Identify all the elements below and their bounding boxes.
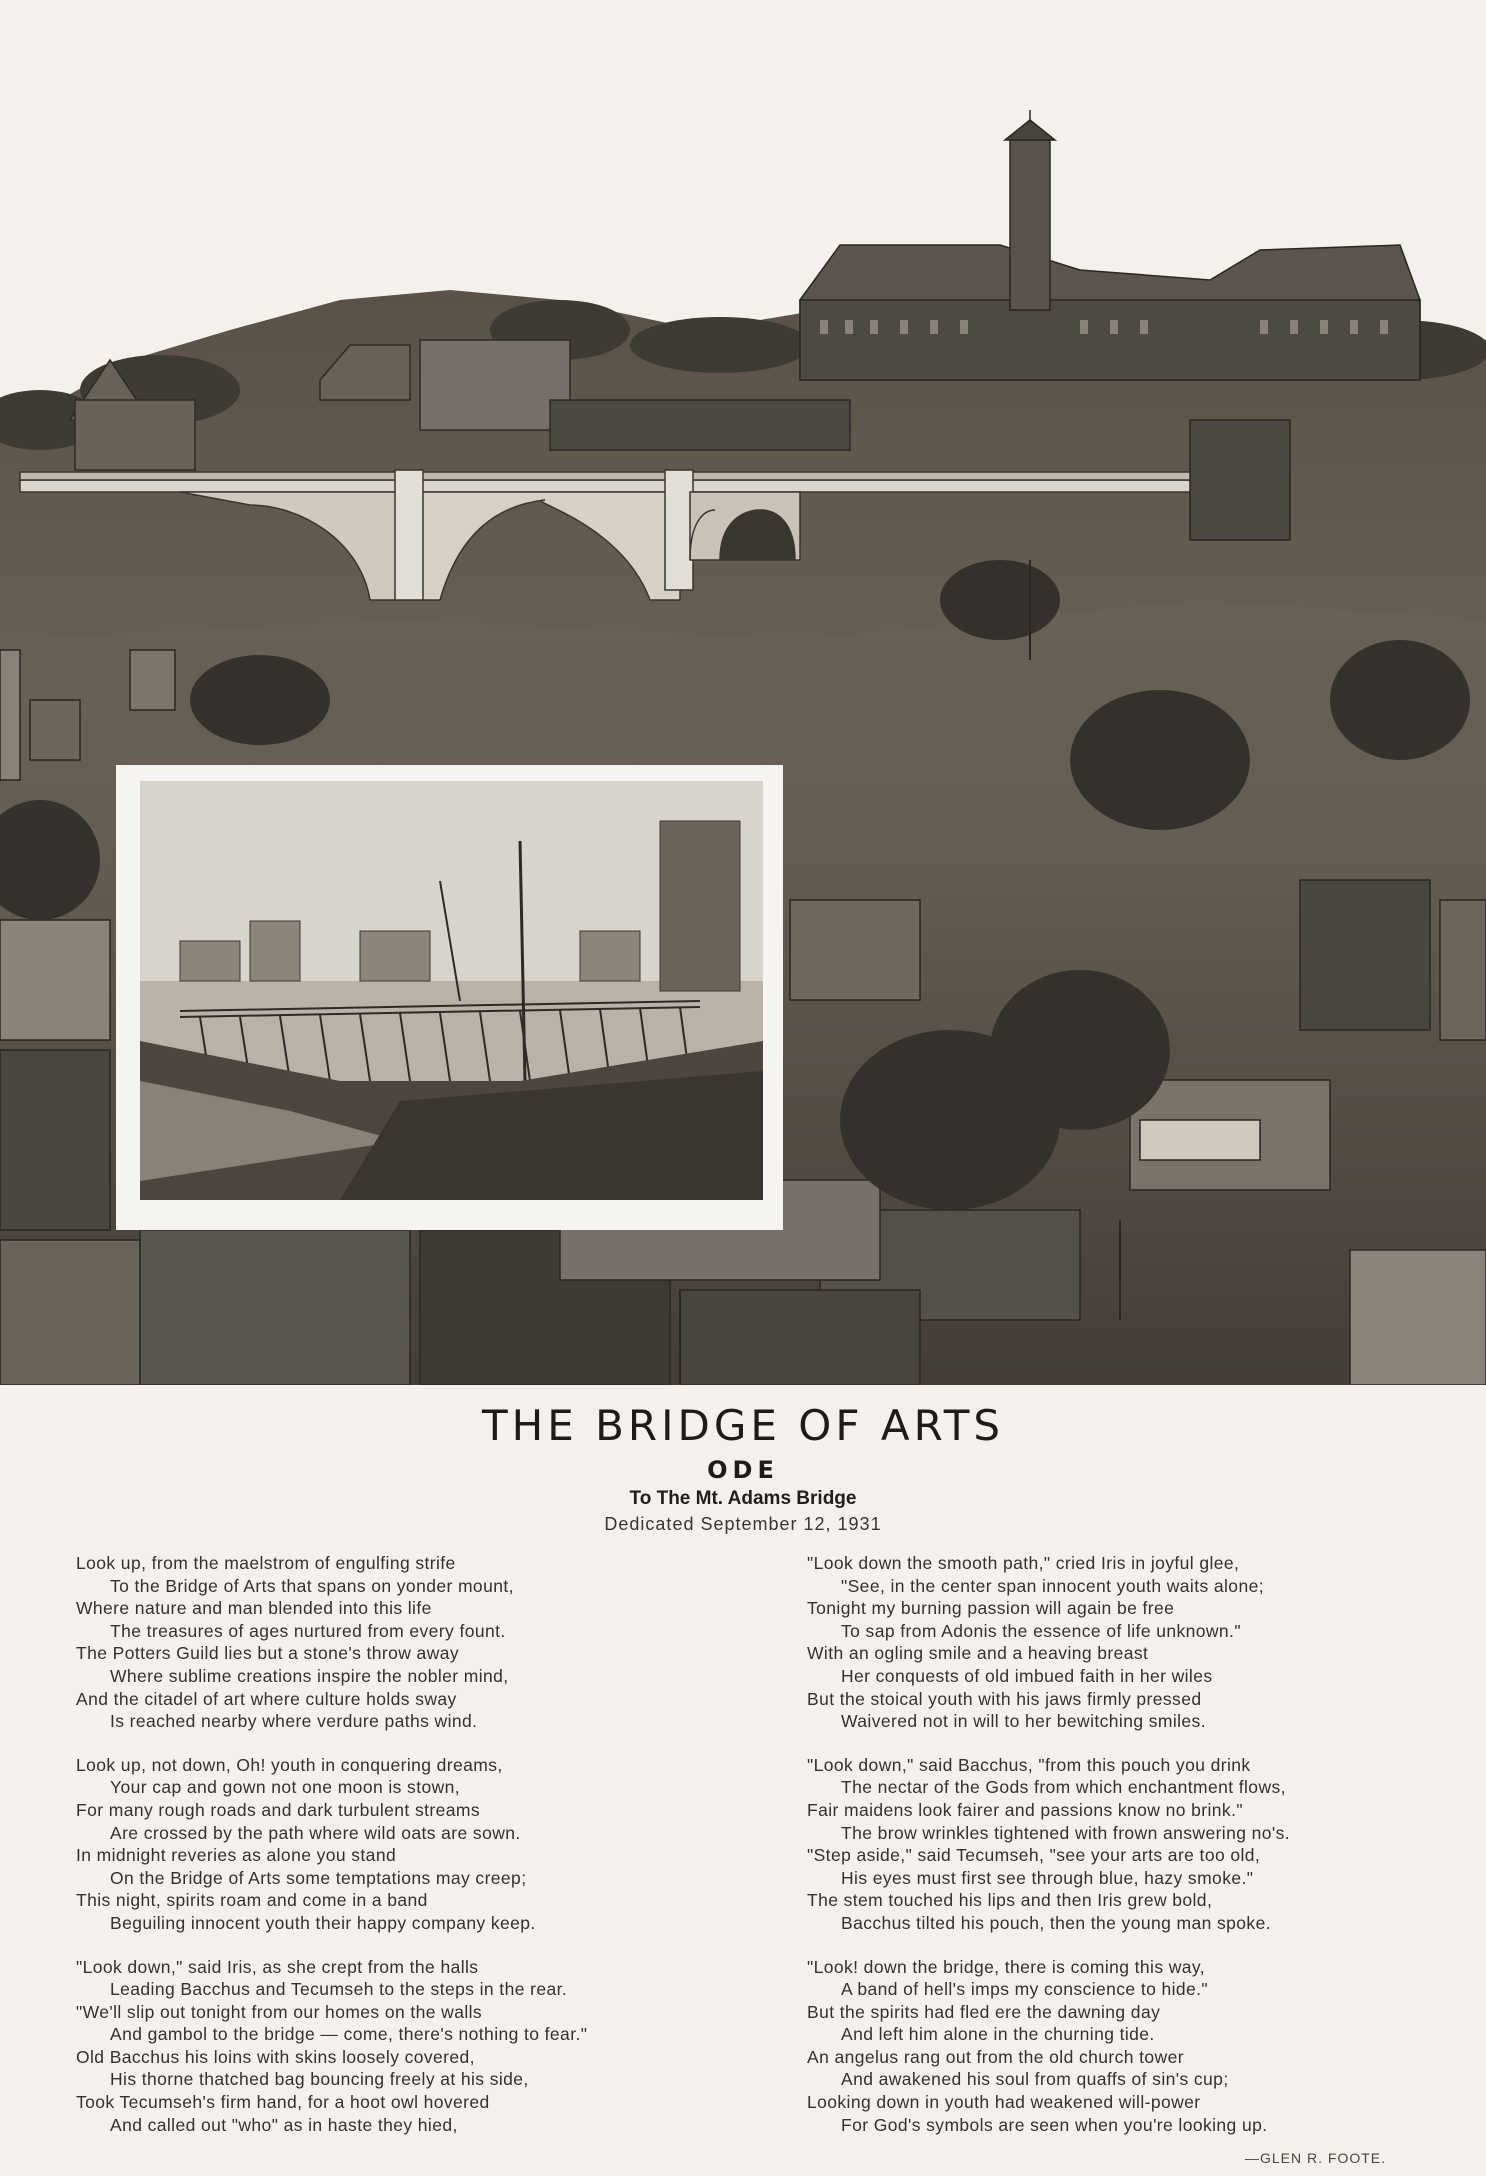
poem-line: The treasures of ages nurtured from every fount.	[110, 1620, 506, 1641]
poem-line: Is reached nearby where verdure paths wind.	[110, 1711, 478, 1732]
author-signature: —GLEN R. FOOTE.	[1244, 2150, 1386, 2166]
poem-line: This night, spirits roam and come in a band	[76, 1890, 428, 1911]
stanza	[76, 1552, 756, 1733]
poem-line: "Look down," said Iris, as she crept from the halls	[76, 1956, 479, 1977]
inset-construction-photo	[116, 765, 783, 1230]
poem-line: In midnight reveries as alone you stand	[76, 1845, 397, 1866]
stanza	[807, 1754, 1447, 1935]
poem-line: But the spirits had fled ere the dawning day	[807, 2001, 1161, 2022]
stanza	[807, 1552, 1447, 1733]
poem-line: For many rough roads and dark turbulent streams	[76, 1799, 480, 1820]
poem-line: Where sublime creations inspire the nobler mind,	[110, 1665, 509, 1686]
poem-line: To sap from Adonis the essence of life unknown."	[841, 1620, 1241, 1641]
poem-line: Look up, not down, Oh! youth in conquering dreams,	[76, 1754, 503, 1775]
poem-line: Are crossed by the path where wild oats are sown.	[110, 1822, 521, 1843]
poem-line: For God's symbols are seen when you're looking up.	[841, 2114, 1268, 2135]
poem-line: The stem touched his lips and then Iris grew bold,	[807, 1890, 1213, 1911]
poem-line: "We'll slip out tonight from our homes on the walls	[76, 2001, 483, 2022]
poem-line: Old Bacchus his loins with skins loosely covered,	[76, 2046, 475, 2067]
poem-line: And called out "who" as in haste they hied,	[110, 2114, 458, 2135]
stanza	[76, 1956, 756, 2137]
poem-line: Took Tecumseh's firm hand, for a hoot owl hovered	[76, 2092, 490, 2113]
page-title: THE BRIDGE OF ARTS	[481, 1401, 1005, 1450]
poem-line: Tonight my burning passion will again be free	[807, 1598, 1175, 1619]
poem-line: "Look down the smooth path," cried Iris in joyful glee,	[807, 1553, 1240, 1573]
poem-left-column	[76, 1552, 756, 2157]
stanza	[76, 1754, 756, 1935]
poem-line: Fair maidens look fairer and passions know no brink."	[807, 1799, 1243, 1820]
poem-line: On the Bridge of Arts some temptations may creep;	[110, 1867, 527, 1888]
title-block	[0, 1398, 1486, 1536]
poem-line: Her conquests of old imbued faith in her wiles	[841, 1665, 1213, 1686]
poem-line: Look up, from the maelstrom of engulfing strife	[76, 1553, 456, 1573]
poem-line: Looking down in youth had weakened will-power	[807, 2092, 1201, 2113]
poem-line: And awakened his soul from quaffs of sin's cup;	[841, 2069, 1229, 2090]
poem-line: The brow wrinkles tightened with frown answering no's.	[841, 1822, 1291, 1843]
poem-line: Leading Bacchus and Tecumseh to the steps in the rear.	[110, 1979, 568, 2000]
subtitle: To The Mt. Adams Bridge	[629, 1488, 857, 1509]
dedication-date: Dedicated September 12, 1931	[604, 1514, 882, 1534]
poem-line: With an ogling smile and a heaving breast	[807, 1643, 1149, 1664]
poem-line: "Look down," said Bacchus, "from this pouch you drink	[807, 1754, 1251, 1775]
poem-line: "See, in the center span innocent youth waits alone;	[841, 1575, 1264, 1596]
poem-line: Where nature and man blended into this life	[76, 1598, 432, 1619]
ode-heading: ODE	[707, 1456, 779, 1484]
poem-line: "Step aside," said Tecumseh, "see your arts are too old,	[807, 1845, 1261, 1866]
poem-line: Waivered not in will to her bewitching smiles.	[841, 1711, 1206, 1732]
poem-line: His eyes must first see through blue, hazy smoke."	[841, 1867, 1254, 1888]
poem-line: Bacchus tilted his pouch, then the young man spoke.	[841, 1912, 1271, 1933]
poem-line: The nectar of the Gods from which enchantment flows,	[841, 1777, 1286, 1798]
poem-line: But the stoical youth with his jaws firmly pressed	[807, 1688, 1202, 1709]
poem-line: An angelus rang out from the old church tower	[807, 2046, 1184, 2067]
poem-line: To the Bridge of Arts that spans on yonder mount,	[110, 1575, 514, 1596]
hilltop-seminary	[800, 110, 1420, 380]
poem-line: The Potters Guild lies but a stone's throw away	[76, 1643, 460, 1664]
poem-line: Your cap and gown not one moon is stown,	[110, 1777, 461, 1798]
poem-line: A band of hell's imps my conscience to hide."	[841, 1979, 1209, 2000]
poem-right-column	[807, 1552, 1447, 2157]
poem-line: His thorne thatched bag bouncing freely at his side,	[110, 2069, 529, 2090]
poem-line: And gambol to the bridge — come, there's nothing to fear."	[110, 2024, 588, 2045]
poem-line: And the citadel of art where culture holds sway	[76, 1688, 457, 1709]
poem-line: And left him alone in the churning tide.	[841, 2024, 1155, 2045]
poem-line: Beguiling innocent youth their happy company keep.	[110, 1912, 536, 1933]
stanza	[807, 1956, 1447, 2137]
poem-line: "Look! down the bridge, there is coming this way,	[807, 1956, 1206, 1977]
